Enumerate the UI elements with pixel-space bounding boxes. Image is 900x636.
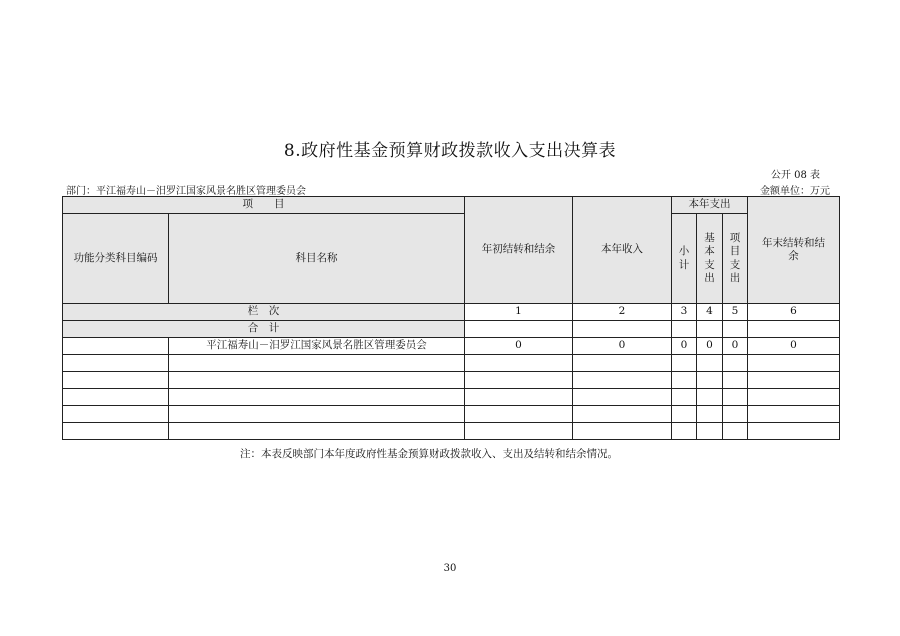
header-expense: 本年支出 — [672, 197, 748, 214]
table-note: 注：本表反映部门本年度政府性基金预算财政拨款收入、支出及结转和结余情况。 — [240, 448, 618, 460]
page-title: 8.政府性基金预算财政拨款收入支出决算表 — [283, 141, 617, 161]
total-row — [63, 321, 840, 338]
header-subtotal: 小 计 — [672, 214, 697, 304]
lanci-col-3: 3 — [672, 304, 697, 321]
table-row — [63, 372, 840, 389]
table-row — [63, 423, 840, 440]
header-item: 项 目 — [63, 197, 465, 214]
row-subject-name: 平江福寿山－汨罗江国家风景名胜区管理委员会 — [169, 338, 465, 355]
lanci-label: 栏 次 — [63, 304, 465, 321]
table-row — [63, 406, 840, 423]
lanci-col-2: 2 — [573, 304, 672, 321]
lanci-col-5: 5 — [723, 304, 748, 321]
lanci-col-4: 4 — [697, 304, 723, 321]
header-func-code: 功能分类科目编码 — [63, 214, 169, 304]
lanci-col-6: 6 — [748, 304, 840, 321]
page-number: 30 — [443, 563, 457, 574]
header-income: 本年收入 — [573, 197, 672, 304]
table-row — [63, 355, 840, 372]
amount-unit: 金额单位：万元 — [760, 186, 830, 197]
header-subject-name: 科目名称 — [169, 214, 465, 304]
department-label: 部门：平江福寿山－汨罗江国家风景名胜区管理委员会 — [66, 186, 306, 197]
budget-table — [62, 196, 840, 440]
table-row: 平江福寿山－汨罗江国家风景名胜区管理委员会 0 0 0 0 0 0 — [63, 338, 840, 355]
header-begin-balance: 年初结转和结余 — [465, 197, 573, 304]
table-row — [63, 389, 840, 406]
total-label: 合 计 — [63, 321, 465, 338]
lanci-col-1: 1 — [465, 304, 573, 321]
lanci-row — [63, 304, 840, 321]
header-end-balance: 年末结转和结 余 — [748, 197, 840, 304]
header-basic-expense: 基 本 支 出 — [697, 214, 723, 304]
table-code: 公开 08 表 — [770, 170, 820, 181]
header-project-expense: 项 目 支 出 — [723, 214, 748, 304]
